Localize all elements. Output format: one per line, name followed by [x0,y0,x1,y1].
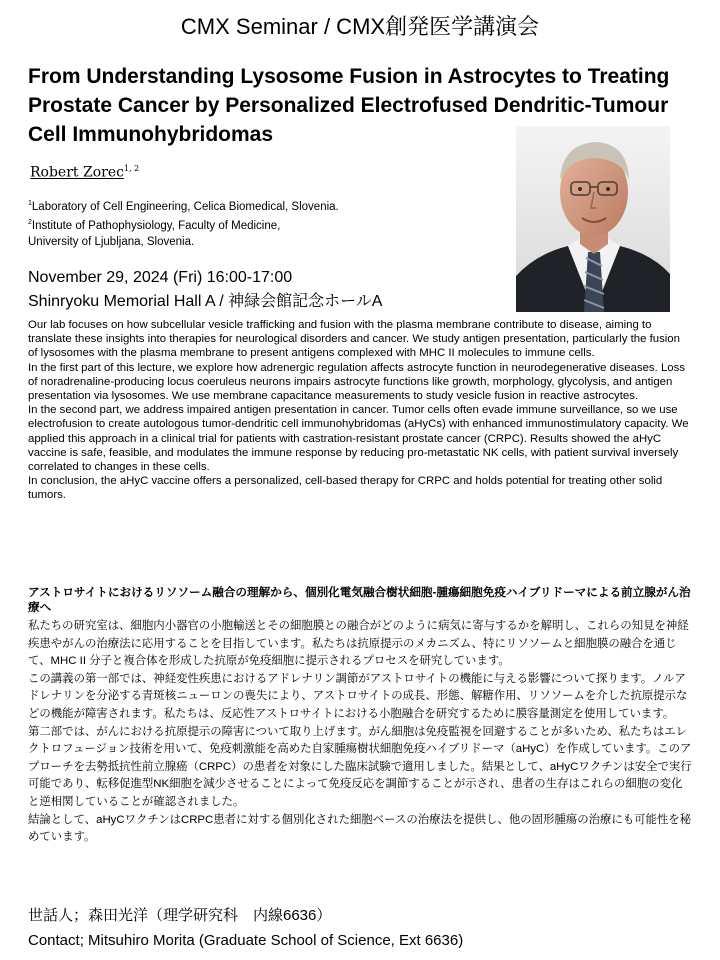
abstract-paragraph-jp: 第二部では、がんにおける抗原提示の障害について取り上げます。がん細胞は免疫監視を回避することが多いため、私たちはエレクトロフュージョン技術を用いて、免疫刺激能を高めた自家腫瘍樹状細胞免疫ハイブリドーマ（aHyC）を作成しています。このアプローチを去勢抵抗性前立腺癌（CRPC）の患者を対象にした臨床試験で適用しました。結果として、aHyCワクチンは安全で実行可能であり、転移促進型NK細胞を減少させることによって免疫反応を調節することが示され、患者の生存はこれらの細胞の変化と逆相関していることが確認されました。 [28,725,692,808]
affiliations [28,196,498,250]
affiliation-line: $^1$Laboratory of Cell Engineering, Celica Biomedical, Slovenia. [28,200,339,213]
affiliation-line: $^2$Institute of Pathophysiology, Faculty of Medicine, [28,218,281,232]
contact-block [28,903,463,953]
abstract-english [28,318,692,503]
abstract-japanese [28,618,692,847]
speaker-name: Robert Zorec [30,164,124,181]
event-venue: Shinryoku Memorial Hall A / 神緑会館記念ホールA [28,293,383,310]
contact-english: Contact; Mitsuhiro Morita (Graduate School of Science, Ext 6636) [28,932,464,949]
abstract-paragraph: In conclusion, the aHyC vaccine offers a personalized, cell-based therapy for CRPC and holds potential for treating other solid tumors. [28,475,663,502]
abstract-paragraph: In the first part of this lecture, we explore how adrenergic regulation affects astrocyte function in neurodegenerative diseases. Loss of noradrenaline-producing locus coeruleus neurons impairs astrocyte functions like growth, morphology, glycolysis, and antigen presentation via lysosomes. We use membrane capacitance measurements to study vesicle fusion in reactive astrocytes. [28,361,686,403]
talk-title: From Understanding Lysosome Fusion in Astrocytes to Treating Prostate Cancer by Personalized Electrofused Dendritic-Tumour Cell Immunohybridomas [28,65,670,146]
speaker-line [30,164,139,181]
schedule [28,266,382,314]
speaker-photo [516,126,670,312]
affiliation-line: University of Ljubljana, Slovenia. [28,235,195,248]
abstract-paragraph: In the second part, we address impaired antigen presentation in cancer. Tumor cells often evade immune surveillance, so we use electrofusion to create autologous tumor-dendritic cell immunohybridomas (aHyCs) with enhanced immunostimulatory capacity. We applied this approach in a clinical trial for patients with castration-resistant prostate cancer (CRPC). Results showed the aHyC vaccine is safe, feasible, and modulates the immune response by reducing pro-metastatic NK cells, with patient survival inversely correlated to changes in these cells. [28,404,689,474]
abstract-paragraph-jp: 結論として、aHyCワクチンはCRPC患者に対する個別化された細胞ベースの治療法を提供し、他の固形腫瘍の治療にも可能性を秘めています。 [28,813,692,844]
abstract-paragraph-jp: この講義の第一部では、神経変性疾患におけるアドレナリン調節がアストロサイトの機能に与える影響について探ります。ノルアドレナリンを分泌する青斑核ニューロンの喪失により、アストロサイトの成長、形態、解糖作用、リソソームを介した抗原提示などの機能が障害されます。私たちは、反応性アストロサイトにおける小胞融合を研究するために膜容量測定を使用しています。 [28,672,688,720]
talk-title-japanese: アストロサイトにおけるリソソーム融合の理解から、個別化電気融合樹状細胞-腫瘍細胞免疫ハイブリドーマによる前立腺がん治療へ [28,586,691,614]
event-date-time: November 29, 2024 (Fri) 16:00-17:00 [28,269,293,286]
speaker-affiliation-marks: 1, 2 [123,164,140,173]
seminar-series-title: CMX Seminar / CMX創発医学講演会 [180,14,540,39]
contact-japanese: 世話人；森田光洋（理学研究科 内線6636） [28,907,332,924]
abstract-paragraph: Our lab focuses on how subcellular vesicle trafficking and fusion with the plasma membrane contribute to disease, aiming to translate these insights into therapies for neurological disorders and cancer. We study antigen presentation, particularly the fusion of lysosomes with the plasma membrane to present antigens complexed with MHC II molecules to immune cells. [28,319,680,360]
abstract-paragraph-jp: 私たちの研究室は、細胞内小器官の小胞輸送とその細胞膜との融合がどのように病気に寄与するかを解明し、これらの知見を神経疾患やがんの治療法に応用することを目指しています。私たちは抗原提示のメカニズム、特にリソソームと細胞膜の融合を通じて、MHC II 分子と複合体を形成した抗原が免疫細胞に提示されるプロセスを研究しています。 [28,620,689,668]
